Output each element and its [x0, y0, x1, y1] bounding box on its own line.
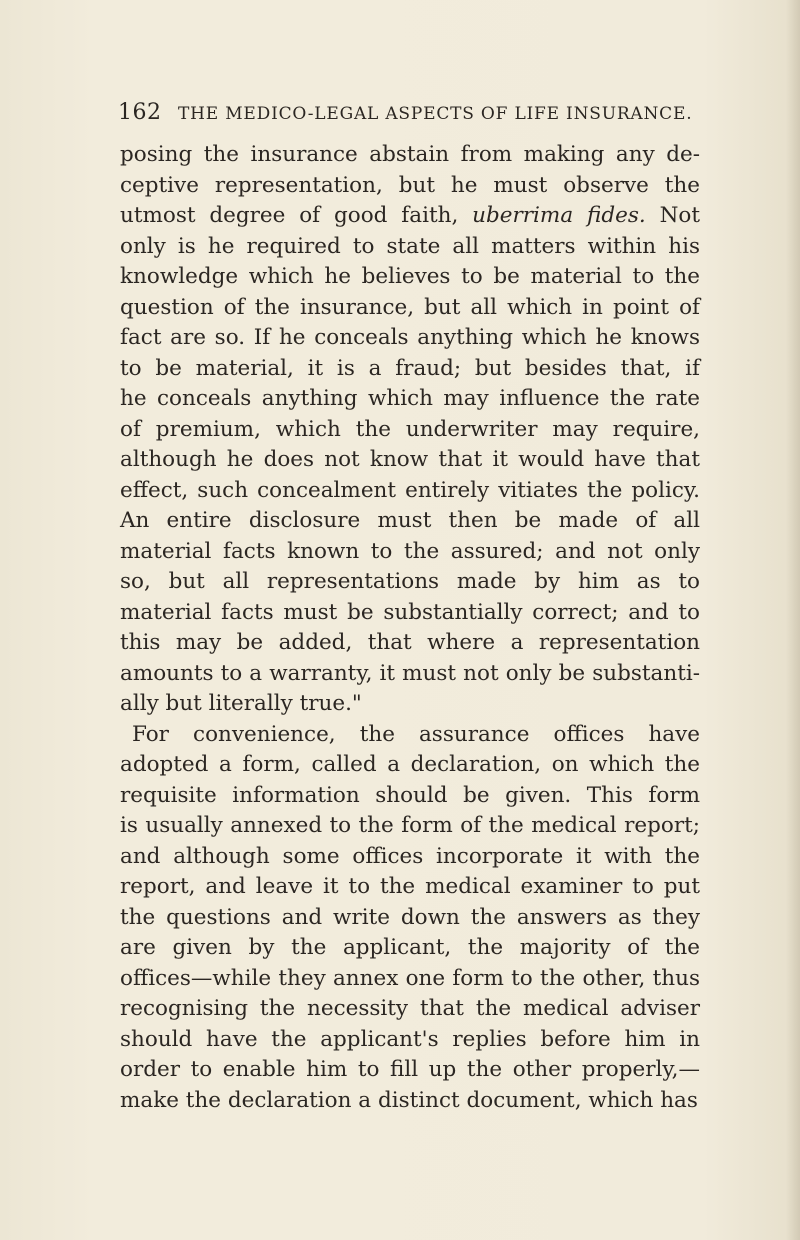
text-line: are given by the applicant, the majority of the	[120, 935, 700, 960]
text-line: only is he required to state all matters within his	[120, 233, 700, 259]
text-line: report, and leave it to the medical examiner to put	[120, 874, 700, 899]
text-line: to be material, it is a fraud; but besides that, if	[120, 355, 700, 381]
text-line: order to enable him to fill up the other properly,—	[120, 1057, 700, 1082]
text-line: so, but all representations made by him as to	[120, 569, 700, 594]
text-line: the questions and write down the answers as they	[120, 904, 700, 930]
text-line: should have the applicant's replies before him in	[120, 1026, 700, 1052]
text-line: knowledge which he believes to be material to the	[120, 264, 700, 289]
text-line: ceptive representation, but he must observe the	[120, 172, 700, 198]
page-edge-shadow	[786, 0, 800, 1240]
text-line: material facts must be substantially correct; and to	[120, 599, 700, 625]
body-text	[120, 140, 700, 1116]
text-line: fact are so. If he conceals anything which he knows	[120, 325, 700, 350]
text-span: Not	[645, 203, 700, 228]
text-line: of premium, which the underwriter may require,	[120, 416, 700, 442]
text-line: requisite information should be given. This form	[120, 782, 700, 808]
text-line: and although some offices incorporate it with the	[120, 843, 700, 869]
text-line: An entire disclosure must then be made of all	[120, 508, 700, 533]
text-line: effect, such concealment entirely vitiates the policy.	[120, 477, 700, 503]
text-span: utmost degree of good faith,	[120, 203, 473, 228]
text-line: recognising the necessity that the medical adviser	[120, 996, 700, 1021]
text-line: amounts to a warranty, it must not only be substanti-	[120, 660, 700, 686]
text-line: this may be added, that where a representation	[120, 630, 700, 655]
text-line: ally but literally true."	[120, 691, 362, 716]
text-line: material facts known to the assured; and not only	[120, 538, 700, 564]
text-line: question of the insurance, but all which in point of	[120, 294, 700, 320]
text-line: although he does not know that it would have that	[120, 447, 700, 472]
text-line: For convenience, the assurance offices have	[132, 721, 700, 747]
text-line	[120, 201, 700, 232]
text-line: posing the insurance abstain from making any de-	[120, 142, 700, 167]
running-title: THE MEDICO-LEGAL ASPECTS OF LIFE INSURANCE.	[178, 104, 693, 124]
text-line: he conceals anything which may influence the rate	[120, 386, 700, 411]
latin-phrase: uberrima fides.	[472, 203, 646, 228]
page-number: 162	[118, 100, 162, 125]
text-line: is usually annexed to the form of the medical report;	[120, 813, 700, 838]
text-line: adopted a form, called a declaration, on which the	[120, 752, 700, 777]
text-line: offices—while they annex one form to the other, thus	[120, 965, 700, 991]
text-line: make the declaration a distinct document, which has	[120, 1087, 698, 1113]
page-header	[118, 100, 718, 134]
